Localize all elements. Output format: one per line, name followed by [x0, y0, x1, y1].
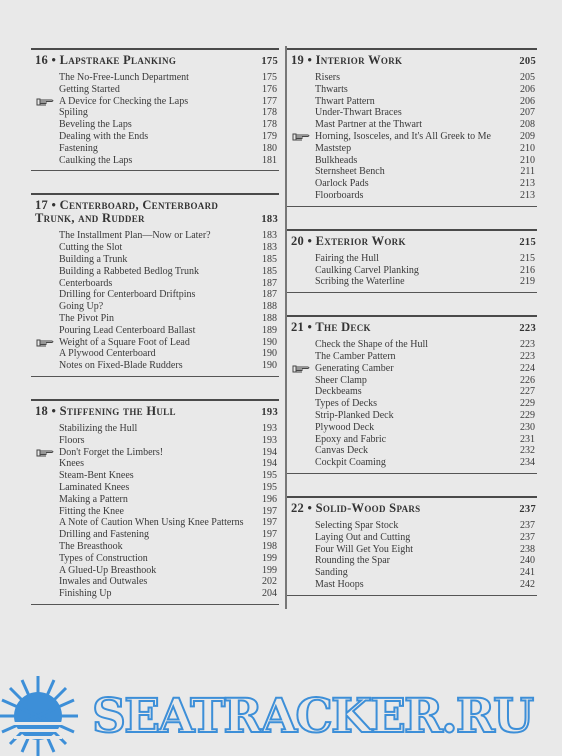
chapter-title-text: Solid-Wood Spars [315, 500, 421, 515]
entry-label: Types of Construction [59, 552, 148, 564]
chapter-bullet: • [304, 500, 316, 515]
chapter-heading [287, 317, 537, 339]
entry-page-number: 187 [262, 289, 277, 301]
toc-entry[interactable] [287, 253, 537, 265]
toc-entry[interactable] [287, 131, 537, 143]
entry-page-number: 238 [520, 543, 535, 555]
entry-page-number: 188 [262, 301, 277, 313]
chapter-bullet: • [48, 403, 60, 418]
chapter-title-text: Lapstrake Planking [59, 53, 177, 67]
entry-label: Thwarts [315, 83, 348, 95]
toc-entry[interactable] [31, 289, 279, 301]
toc-entry[interactable] [31, 313, 279, 325]
chapter-title-text: Stiffening the Hull [59, 403, 176, 418]
entry-label: Rounding the Spar [315, 555, 390, 567]
entry-label: Thwart Pattern [315, 95, 375, 107]
toc-entry[interactable] [287, 567, 537, 579]
toc-entry[interactable] [287, 276, 537, 288]
entry-label: Laying Out and Cutting [315, 531, 411, 543]
entry-list [31, 72, 279, 166]
entry-page-number: 207 [520, 107, 535, 119]
chapter-section [31, 399, 279, 605]
entry-page-number: 190 [262, 336, 277, 348]
chapter-page-number: 223 [519, 323, 536, 335]
entry-page-number: 183 [262, 230, 277, 242]
entry-label: Spiling [59, 107, 88, 119]
toc-entry[interactable] [287, 398, 537, 410]
toc-entry[interactable] [31, 553, 279, 565]
chapter-page-number: 183 [261, 214, 278, 226]
entry-label: Sternsheet Bench [315, 166, 385, 178]
toc-entry[interactable] [287, 84, 537, 96]
entry-label: Pouring Lead Centerboard Ballast [59, 324, 196, 336]
entry-page-number: 181 [262, 154, 277, 166]
entry-label: Generating Camber [315, 362, 394, 374]
toc-entry[interactable] [31, 494, 279, 506]
chapter-page-number: 205 [519, 56, 536, 67]
entry-label: Epoxy and Fabric [315, 433, 387, 445]
pointing-hand-icon [36, 338, 56, 348]
toc-entry[interactable] [287, 555, 537, 567]
entry-label: Don't Forget the Limbers! [59, 446, 164, 458]
toc-entry[interactable] [31, 529, 279, 541]
chapter-bullet: • [48, 53, 60, 67]
entry-label: Inwales and Outwales [59, 576, 148, 588]
chapter-page-number: 193 [261, 406, 278, 418]
entry-page-number: 205 [520, 72, 535, 83]
toc-entry[interactable] [287, 375, 537, 387]
entry-label: The Installment Plan—Now or Later? [59, 230, 211, 242]
entry-page-number: 196 [262, 493, 277, 505]
entry-label: Making a Pattern [59, 493, 128, 505]
entry-label: Mast Hoops [315, 578, 364, 590]
entry-page-number: 193 [262, 422, 277, 434]
entry-label: Sanding [315, 567, 348, 579]
toc-entry[interactable] [287, 520, 537, 532]
toc-entry[interactable] [31, 242, 279, 254]
pointing-hand-icon [36, 448, 56, 458]
entry-label: Cockpit Coaming [315, 457, 386, 469]
entry-label: Caulking Carvel Planking [315, 264, 419, 276]
entry-page-number: 213 [520, 189, 535, 201]
entry-page-number: 234 [520, 457, 535, 469]
entry-page-number: 237 [520, 519, 535, 531]
toc-entry[interactable] [31, 301, 279, 313]
chapter-number: 19 [291, 53, 305, 67]
chapter-title [291, 235, 406, 248]
watermark-text: SEATRACKER.RU [92, 689, 533, 744]
entry-label: Under-Thwart Braces [315, 107, 402, 119]
toc-entry[interactable] [31, 565, 279, 577]
toc-entry[interactable] [31, 84, 279, 96]
chapter-title-line2: Trunk, and Rudder [35, 211, 145, 226]
entry-page-number: 199 [262, 552, 277, 564]
entry-label: Types of Decks [315, 398, 378, 410]
entry-label: Four Will Get You Eight [315, 543, 414, 555]
entry-label: Stabilizing the Hull [59, 422, 138, 434]
chapter-bullet: • [304, 233, 316, 248]
entry-label: Going Up? [59, 301, 104, 313]
entry-page-number: 197 [262, 505, 277, 517]
entry-label: Selecting Spar Stock [315, 519, 399, 531]
entry-page-number: 176 [262, 83, 277, 95]
entry-page-number: 202 [262, 576, 277, 588]
toc-entry[interactable] [287, 143, 537, 155]
entry-list [287, 339, 537, 469]
toc-entry[interactable] [287, 532, 537, 544]
entry-label: Mast Partner at the Thwart [315, 119, 423, 131]
entry-label: Laminated Knees [59, 481, 130, 493]
chapter-title [35, 54, 176, 67]
chapter-section [31, 193, 279, 377]
toc-entry[interactable] [31, 588, 279, 600]
entry-page-number: 198 [262, 540, 277, 552]
chapter-bullet: • [304, 53, 316, 67]
toc-entry[interactable] [31, 254, 279, 266]
entry-label: Dealing with the Ends [59, 130, 149, 142]
toc-entry[interactable] [31, 360, 279, 372]
entry-page-number: 211 [520, 166, 535, 178]
entry-label: Risers [315, 72, 340, 83]
entry-page-number: 189 [262, 324, 277, 336]
toc-entry[interactable] [287, 410, 537, 422]
entry-page-number: 227 [520, 386, 535, 398]
entry-page-number: 237 [520, 531, 535, 543]
toc-entry[interactable] [287, 265, 537, 277]
entry-page-number: 223 [520, 350, 535, 362]
entry-page-number: 194 [262, 458, 277, 470]
entry-page-number: 230 [520, 421, 535, 433]
chapter-title [35, 199, 218, 225]
entry-page-number: 206 [520, 95, 535, 107]
entry-page-number: 216 [520, 264, 535, 276]
pointing-hand-icon [36, 97, 56, 107]
toc-entry[interactable] [287, 178, 537, 190]
entry-page-number: 194 [262, 446, 277, 458]
chapter-heading [31, 50, 279, 72]
toc-entry[interactable] [287, 422, 537, 434]
chapter-bullet: • [48, 198, 60, 213]
toc-entry[interactable] [31, 107, 279, 119]
toc-entry[interactable] [287, 386, 537, 398]
chapter-title-text: The Deck [315, 320, 371, 335]
toc-entry[interactable] [31, 435, 279, 447]
chapter-title [291, 54, 402, 67]
entry-label: Horning, Isosceles, and It's All Greek to Me [315, 130, 491, 142]
entry-label: Deckbeams [315, 386, 362, 398]
entry-label: Beveling the Laps [59, 119, 132, 131]
toc-entry[interactable] [287, 166, 537, 178]
right-column [287, 48, 537, 618]
toc-entry[interactable] [31, 143, 279, 155]
toc-entry[interactable] [287, 579, 537, 591]
chapter-page-number: 175 [261, 56, 278, 67]
toc-entry[interactable] [31, 325, 279, 337]
entry-label: The Pivot Pin [59, 312, 115, 324]
entry-label: Caulking the Laps [59, 154, 133, 166]
entry-label: Sheer Clamp [315, 374, 367, 386]
entry-page-number: 179 [262, 130, 277, 142]
toc-entry[interactable] [31, 96, 279, 108]
chapter-section [287, 229, 537, 293]
chapter-page-number: 237 [519, 503, 536, 515]
entry-page-number: 242 [520, 578, 535, 590]
entry-label: The Breasthook [59, 540, 123, 552]
chapter-section [287, 315, 537, 474]
entry-label: Notes on Fixed-Blade Rudders [59, 360, 183, 372]
toc-entry[interactable] [31, 348, 279, 360]
entry-page-number: 195 [262, 481, 277, 493]
entry-label: Floors [59, 434, 85, 446]
entry-label: The Camber Pattern [315, 350, 396, 362]
toc-entry[interactable] [287, 107, 537, 119]
toc-entry[interactable] [287, 457, 537, 469]
toc-entry[interactable] [31, 482, 279, 494]
entry-page-number: 177 [262, 95, 277, 107]
entry-label: Fastening [59, 142, 98, 154]
entry-page-number: 226 [520, 374, 535, 386]
toc-entry[interactable] [31, 278, 279, 290]
toc-entry[interactable] [287, 96, 537, 108]
toc-entry[interactable] [287, 190, 537, 202]
entry-label: Drilling and Fastening [59, 529, 149, 541]
entry-label: Finishing Up [59, 588, 112, 600]
entry-label: Drilling for Centerboard Driftpins [59, 289, 196, 301]
toc-entry[interactable] [31, 458, 279, 470]
entry-label: Building a Trunk [59, 253, 128, 265]
entry-label: Building a Rabbeted Bedlog Trunk [59, 265, 199, 277]
entry-label: Oarlock Pads [315, 178, 369, 190]
toc-entry[interactable] [287, 445, 537, 457]
chapter-heading [287, 231, 537, 253]
chapter-number: 21 [291, 320, 305, 335]
toc-entry[interactable] [31, 337, 279, 349]
entry-list [31, 230, 279, 372]
entry-label: Fitting the Knee [59, 505, 124, 517]
toc-entry[interactable] [31, 131, 279, 143]
entry-label: Scribing the Waterline [315, 276, 405, 288]
chapter-number: 22 [291, 500, 305, 515]
entry-label: Centerboards [59, 277, 113, 289]
entry-page-number: 197 [262, 529, 277, 541]
toc-entry[interactable] [287, 155, 537, 167]
entry-page-number: 178 [262, 119, 277, 131]
entry-label: Floorboards [315, 189, 364, 201]
entry-page-number: 185 [262, 253, 277, 265]
toc-entry[interactable] [31, 541, 279, 553]
toc-entry[interactable] [31, 119, 279, 131]
chapter-bullet: • [304, 320, 316, 335]
entry-label: Check the Shape of the Hull [315, 339, 429, 351]
entry-page-number: 213 [520, 178, 535, 190]
entry-label: A Plywood Centerboard [59, 348, 156, 360]
toc-entry[interactable] [287, 119, 537, 131]
left-column [31, 48, 279, 627]
entry-label: Maststep [315, 142, 352, 154]
entry-label: Fairing the Hull [315, 252, 379, 264]
entry-page-number: 188 [262, 312, 277, 324]
toc-entry[interactable] [287, 339, 537, 351]
entry-list [31, 423, 279, 600]
entry-label: Weight of a Square Foot of Lead [59, 336, 190, 348]
toc-entry[interactable] [31, 517, 279, 529]
entry-list [287, 72, 537, 202]
chapter-number: 20 [291, 233, 305, 248]
entry-page-number: 178 [262, 107, 277, 119]
entry-page-number: 209 [520, 130, 535, 142]
toc-entry[interactable] [287, 72, 537, 84]
entry-page-number: 229 [520, 409, 535, 421]
entry-label: A Device for Checking the Laps [59, 95, 189, 107]
entry-page-number: 193 [262, 434, 277, 446]
entry-label: The No-Free-Lunch Department [59, 72, 189, 83]
entry-label: A Glued-Up Breasthook [59, 564, 157, 576]
chapter-section [287, 48, 537, 207]
entry-label: Plywood Deck [315, 421, 375, 433]
entry-label: Knees [59, 458, 84, 470]
entry-label: Steam-Bent Knees [59, 470, 134, 482]
entry-page-number: 187 [262, 277, 277, 289]
chapter-page-number: 215 [519, 236, 536, 248]
entry-label: Bulkheads [315, 154, 358, 166]
entry-page-number: 204 [262, 588, 277, 600]
chapter-section [31, 48, 279, 171]
chapter-title [291, 321, 371, 334]
entry-page-number: 206 [520, 83, 535, 95]
entry-page-number: 195 [262, 470, 277, 482]
entry-page-number: 241 [520, 567, 535, 579]
entry-page-number: 175 [262, 72, 277, 83]
chapter-heading [287, 50, 537, 72]
toc-entry[interactable] [31, 506, 279, 518]
entry-page-number: 180 [262, 142, 277, 154]
entry-page-number: 183 [262, 242, 277, 254]
entry-page-number: 190 [262, 360, 277, 372]
entry-label: Strip-Planked Deck [315, 409, 394, 421]
toc-entry[interactable] [287, 434, 537, 446]
chapter-heading [287, 498, 537, 520]
chapter-title [35, 405, 176, 418]
chapter-number: 18 [35, 403, 49, 418]
entry-page-number: 197 [262, 517, 277, 529]
chapter-number: 17 [35, 198, 49, 213]
toc-entry[interactable] [287, 351, 537, 363]
entry-page-number: 223 [520, 339, 535, 351]
chapter-number: 16 [35, 53, 49, 67]
entry-page-number: 199 [262, 564, 277, 576]
pointing-hand-icon [292, 132, 312, 142]
chapter-title-text: Interior Work [315, 53, 403, 67]
toc-entry[interactable] [287, 363, 537, 375]
entry-page-number: 208 [520, 119, 535, 131]
toc-entry[interactable] [31, 266, 279, 278]
entry-list [287, 520, 537, 591]
chapter-heading [31, 401, 279, 423]
entry-page-number: 224 [520, 362, 535, 374]
toc-entry[interactable] [287, 544, 537, 556]
toc-entry[interactable] [31, 423, 279, 435]
entry-page-number: 210 [520, 154, 535, 166]
chapter-title-text: Exterior Work [315, 233, 406, 248]
toc-entry[interactable] [31, 72, 279, 84]
entry-page-number: 231 [520, 433, 535, 445]
pointing-hand-icon [292, 364, 312, 374]
entry-page-number: 229 [520, 398, 535, 410]
chapter-section [287, 496, 537, 596]
entry-page-number: 240 [520, 555, 535, 567]
chapter-heading [31, 195, 279, 230]
entry-list [287, 253, 537, 288]
entry-page-number: 185 [262, 265, 277, 277]
entry-page-number: 219 [520, 276, 535, 288]
entry-label: A Note of Caution When Using Knee Patterns [59, 517, 244, 529]
entry-page-number: 232 [520, 445, 535, 457]
entry-label: Canvas Deck [315, 445, 369, 457]
entry-page-number: 215 [520, 252, 535, 264]
toc-entry[interactable] [31, 470, 279, 482]
chapter-title [291, 502, 420, 515]
chapter-title-text: Centerboard, Centerboard [59, 198, 219, 213]
entry-label: Getting Started [59, 83, 120, 95]
toc-entry[interactable] [31, 447, 279, 459]
toc-entry[interactable] [31, 155, 279, 167]
toc-entry[interactable] [31, 230, 279, 242]
entry-page-number: 210 [520, 142, 535, 154]
entry-page-number: 190 [262, 348, 277, 360]
toc-entry[interactable] [31, 576, 279, 588]
entry-label: Cutting the Slot [59, 242, 123, 254]
